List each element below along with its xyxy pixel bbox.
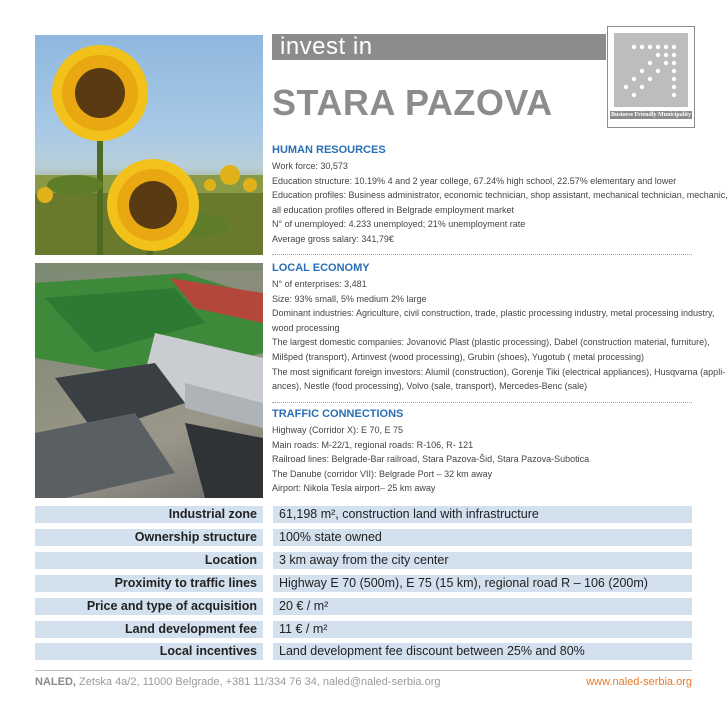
- section-divider: [272, 402, 692, 403]
- table-value: 100% state owned: [273, 529, 692, 546]
- section-heading: HUMAN RESOURCES: [272, 144, 386, 156]
- table-row: [35, 643, 692, 661]
- table-value: 3 km away from the city center: [273, 552, 692, 569]
- section-line: Main roads: M-22/1, regional roads: R-106, R- 121: [272, 439, 474, 450]
- logo-caption: Business Friendly Municipality: [610, 112, 691, 118]
- section-line: Education profiles: Business administrator, economic technician, shop assistant, mechanical technician, mechanic,: [272, 190, 728, 201]
- invest-in-label: invest in: [280, 33, 373, 60]
- table-row: [35, 552, 692, 570]
- section-line: Work force: 30,573: [272, 161, 348, 171]
- table-value: Highway E 70 (500m), E 75 (15 km), regional road R – 106 (200m): [273, 575, 692, 592]
- section-line: Milšped (transport), Artinvest (wood processing), Grubin (shoes), Yugotub ( metal processing): [272, 351, 644, 362]
- table-label: Industrial zone: [35, 506, 263, 523]
- table-label: Proximity to traffic lines: [35, 575, 263, 592]
- section-line: The most significant foreign investors: Alumil (construction), Gorenje Tiki (electrical appliances), Husqvarna (appli-: [272, 366, 726, 377]
- footer-address: Zetska 4a/2, 11000 Belgrade, +381 11/334 76 34, naled@naled-serbia.org: [75, 676, 441, 688]
- section-line: The Danube (corridor VII): Belgrade Port – 32 km away: [272, 468, 493, 479]
- section-line: wood processing: [272, 322, 340, 333]
- section-line: Education structure: 10.19% 4 and 2 year college, 67.24% high school, 22.57% elementary and lower: [272, 175, 677, 186]
- section-line: The largest domestic companies: Jovanović Plast (plastic processing), Dabel (construction material, furniture),: [272, 337, 710, 348]
- section-heading: TRAFFIC CONNECTIONS: [272, 408, 404, 420]
- section-heading: LOCAL ECONOMY: [272, 262, 370, 274]
- footer-divider: [35, 670, 692, 671]
- table-label: Local incentives: [35, 643, 263, 660]
- section-line: N° of unemployed: 4.233 unemployed; 21% unemployment rate: [272, 219, 526, 230]
- table-value: 20 € / m²: [273, 598, 692, 615]
- section-line: Average gross salary: 341,79€: [272, 233, 394, 244]
- business-friendly-municipality-logo: [607, 26, 695, 128]
- table-row: [35, 575, 692, 593]
- sunflowers-photo: [35, 35, 263, 255]
- table-label: Land development fee: [35, 621, 263, 638]
- section-line: N° of enterprises: 3,481: [272, 279, 367, 289]
- footer-contact: [35, 676, 441, 688]
- footer-org: NALED,: [35, 676, 76, 688]
- website-link[interactable]: www.naled-serbia.org: [586, 676, 692, 688]
- human-resources-section: [272, 144, 728, 247]
- table-value: 61,198 m², construction land with infrastructure: [273, 506, 692, 523]
- table-row: [35, 529, 692, 547]
- table-row: [35, 621, 692, 639]
- local-economy-section: [272, 262, 726, 394]
- section-line: Size: 93% small, 5% medium 2% large: [272, 293, 427, 304]
- table-row: [35, 506, 692, 524]
- page-title: STARA PAZOVA: [272, 82, 553, 123]
- industrial-zone-aerial-photo: [35, 263, 263, 498]
- table-label: Price and type of acquisition: [35, 598, 263, 615]
- section-line: Airport: Nikola Tesla airport– 25 km away: [272, 483, 436, 494]
- dots-arrow-icon: [614, 33, 688, 107]
- traffic-connections-section: [272, 408, 692, 496]
- section-line: Dominant industries: Agriculture, civil construction, trade, plastic processing industry, metal processing industry,: [272, 308, 715, 319]
- table-value: 11 € / m²: [273, 621, 692, 638]
- table-label: Location: [35, 552, 263, 569]
- section-line: all education profiles offered in Belgrade employment market: [272, 204, 514, 215]
- table-label: Ownership structure: [35, 529, 263, 546]
- section-line: Highway (Corridor X): E 70, E 75: [272, 425, 404, 435]
- section-line: Railroad lines: Belgrade-Bar railroad, Stara Pazova-Šid, Stara Pazova-Subotica: [272, 454, 590, 465]
- section-divider: [272, 254, 692, 255]
- table-value: Land development fee discount between 25% and 80%: [273, 643, 692, 660]
- table-row: [35, 598, 692, 616]
- section-line: ances), Nestle (food processing), Volvo (sale, transport), Mercedes-Benc (sale): [272, 381, 588, 392]
